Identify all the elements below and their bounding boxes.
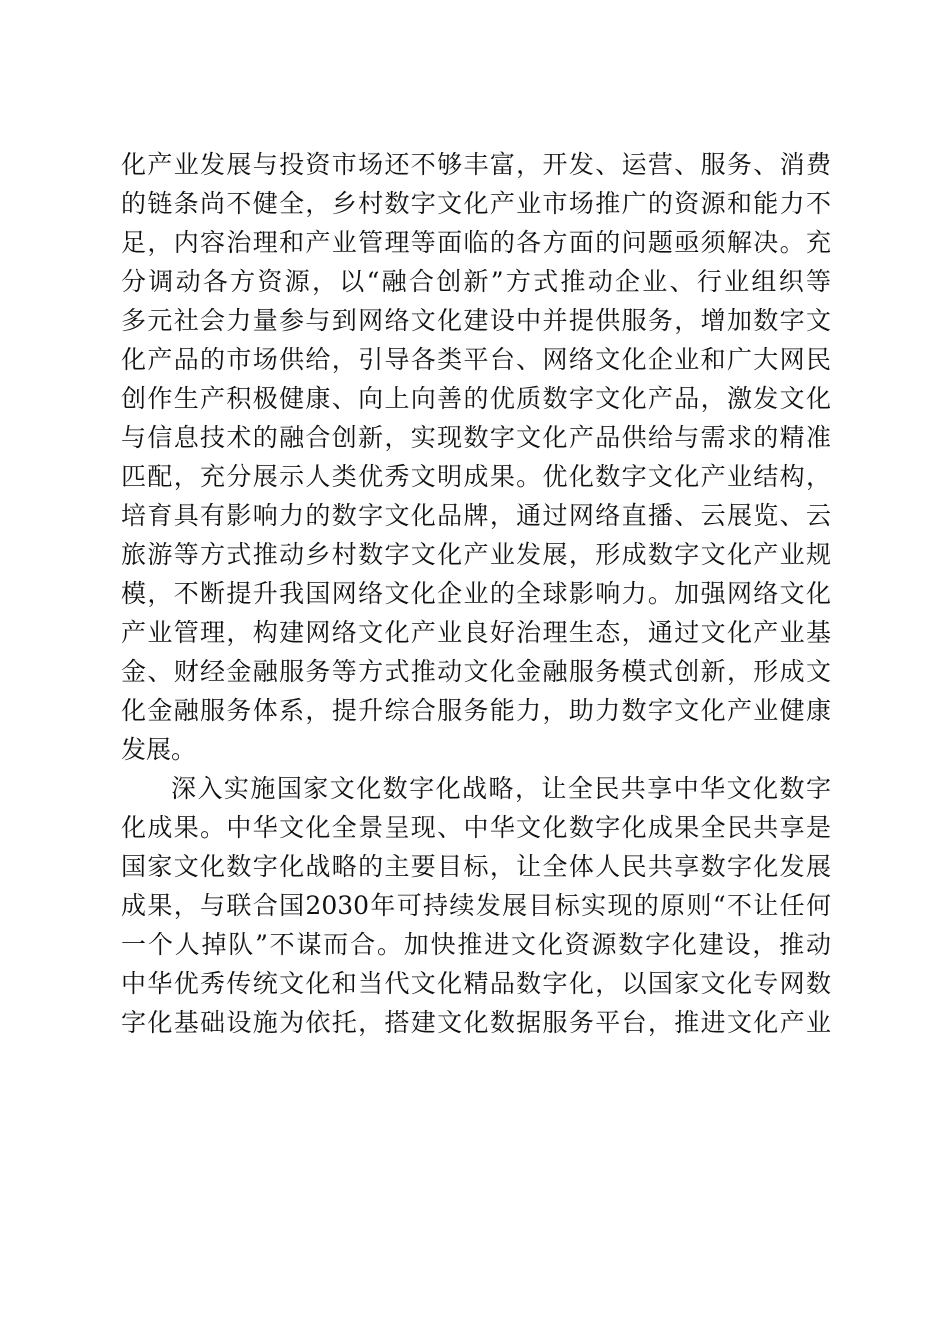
text-line: 成果，与联合国2030年可持续发展目标实现的原则“不让任何: [121, 891, 831, 920]
text-line: 匹配，充分展示人类优秀文明成果。优化数字文化产业结构，: [121, 462, 831, 491]
text-line: 模，不断提升我国网络文化企业的全球影响力。加强网络文化: [121, 579, 831, 608]
text-line: 国家文化数字化战略的主要目标，让全体人民共享数字化发展: [121, 852, 831, 881]
text-line: 培育具有影响力的数字文化品牌，通过网络直播、云展览、云: [121, 501, 831, 530]
text-line: 足，内容治理和产业管理等面临的各方面的问题亟须解决。充: [121, 228, 831, 257]
text-line: 深入实施国家文化数字化战略，让全民共享中华文化数字: [171, 774, 831, 803]
text-line: 旅游等方式推动乡村数字文化产业发展，形成数字文化产业规: [121, 540, 831, 569]
text-line: 发展。: [121, 735, 197, 764]
paragraph-1: [121, 145, 831, 769]
text-line: 化产业发展与投资市场还不够丰富，开发、运营、服务、消费: [121, 150, 831, 179]
text-line: 分调动各方资源，以“融合创新”方式推动企业、行业组织等: [121, 267, 831, 296]
text-line: 化产品的市场供给，引导各类平台、网络文化企业和广大网民: [121, 345, 831, 374]
text-line: 金、财经金融服务等方式推动文化金融服务模式创新，形成文: [121, 657, 831, 686]
text-line: 的链条尚不健全，乡村数字文化产业市场推广的资源和能力不: [121, 189, 831, 218]
text-line: 化成果。中华文化全景呈现、中华文化数字化成果全民共享是: [121, 813, 831, 842]
body-text: [121, 145, 831, 1042]
text-line: 与信息技术的融合创新，实现数字文化产品供给与需求的精准: [121, 423, 831, 452]
text-line: 中华优秀传统文化和当代文化精品数字化，以国家文化专网数: [121, 969, 831, 998]
text-line: 创作生产积极健康、向上向善的优质数字文化产品，激发文化: [121, 384, 831, 413]
paragraph-2: [121, 769, 831, 1042]
text-line: 一个人掉队”不谋而合。加快推进文化资源数字化建设，推动: [121, 930, 831, 959]
text-line: 化金融服务体系，提升综合服务能力，助力数字文化产业健康: [121, 696, 831, 725]
text-line: 多元社会力量参与到网络文化建设中并提供服务，增加数字文: [121, 306, 831, 335]
text-line: 字化基础设施为依托，搭建文化数据服务平台，推进文化产业: [121, 1008, 831, 1037]
text-line: 产业管理，构建网络文化产业良好治理生态，通过文化产业基: [121, 618, 831, 647]
